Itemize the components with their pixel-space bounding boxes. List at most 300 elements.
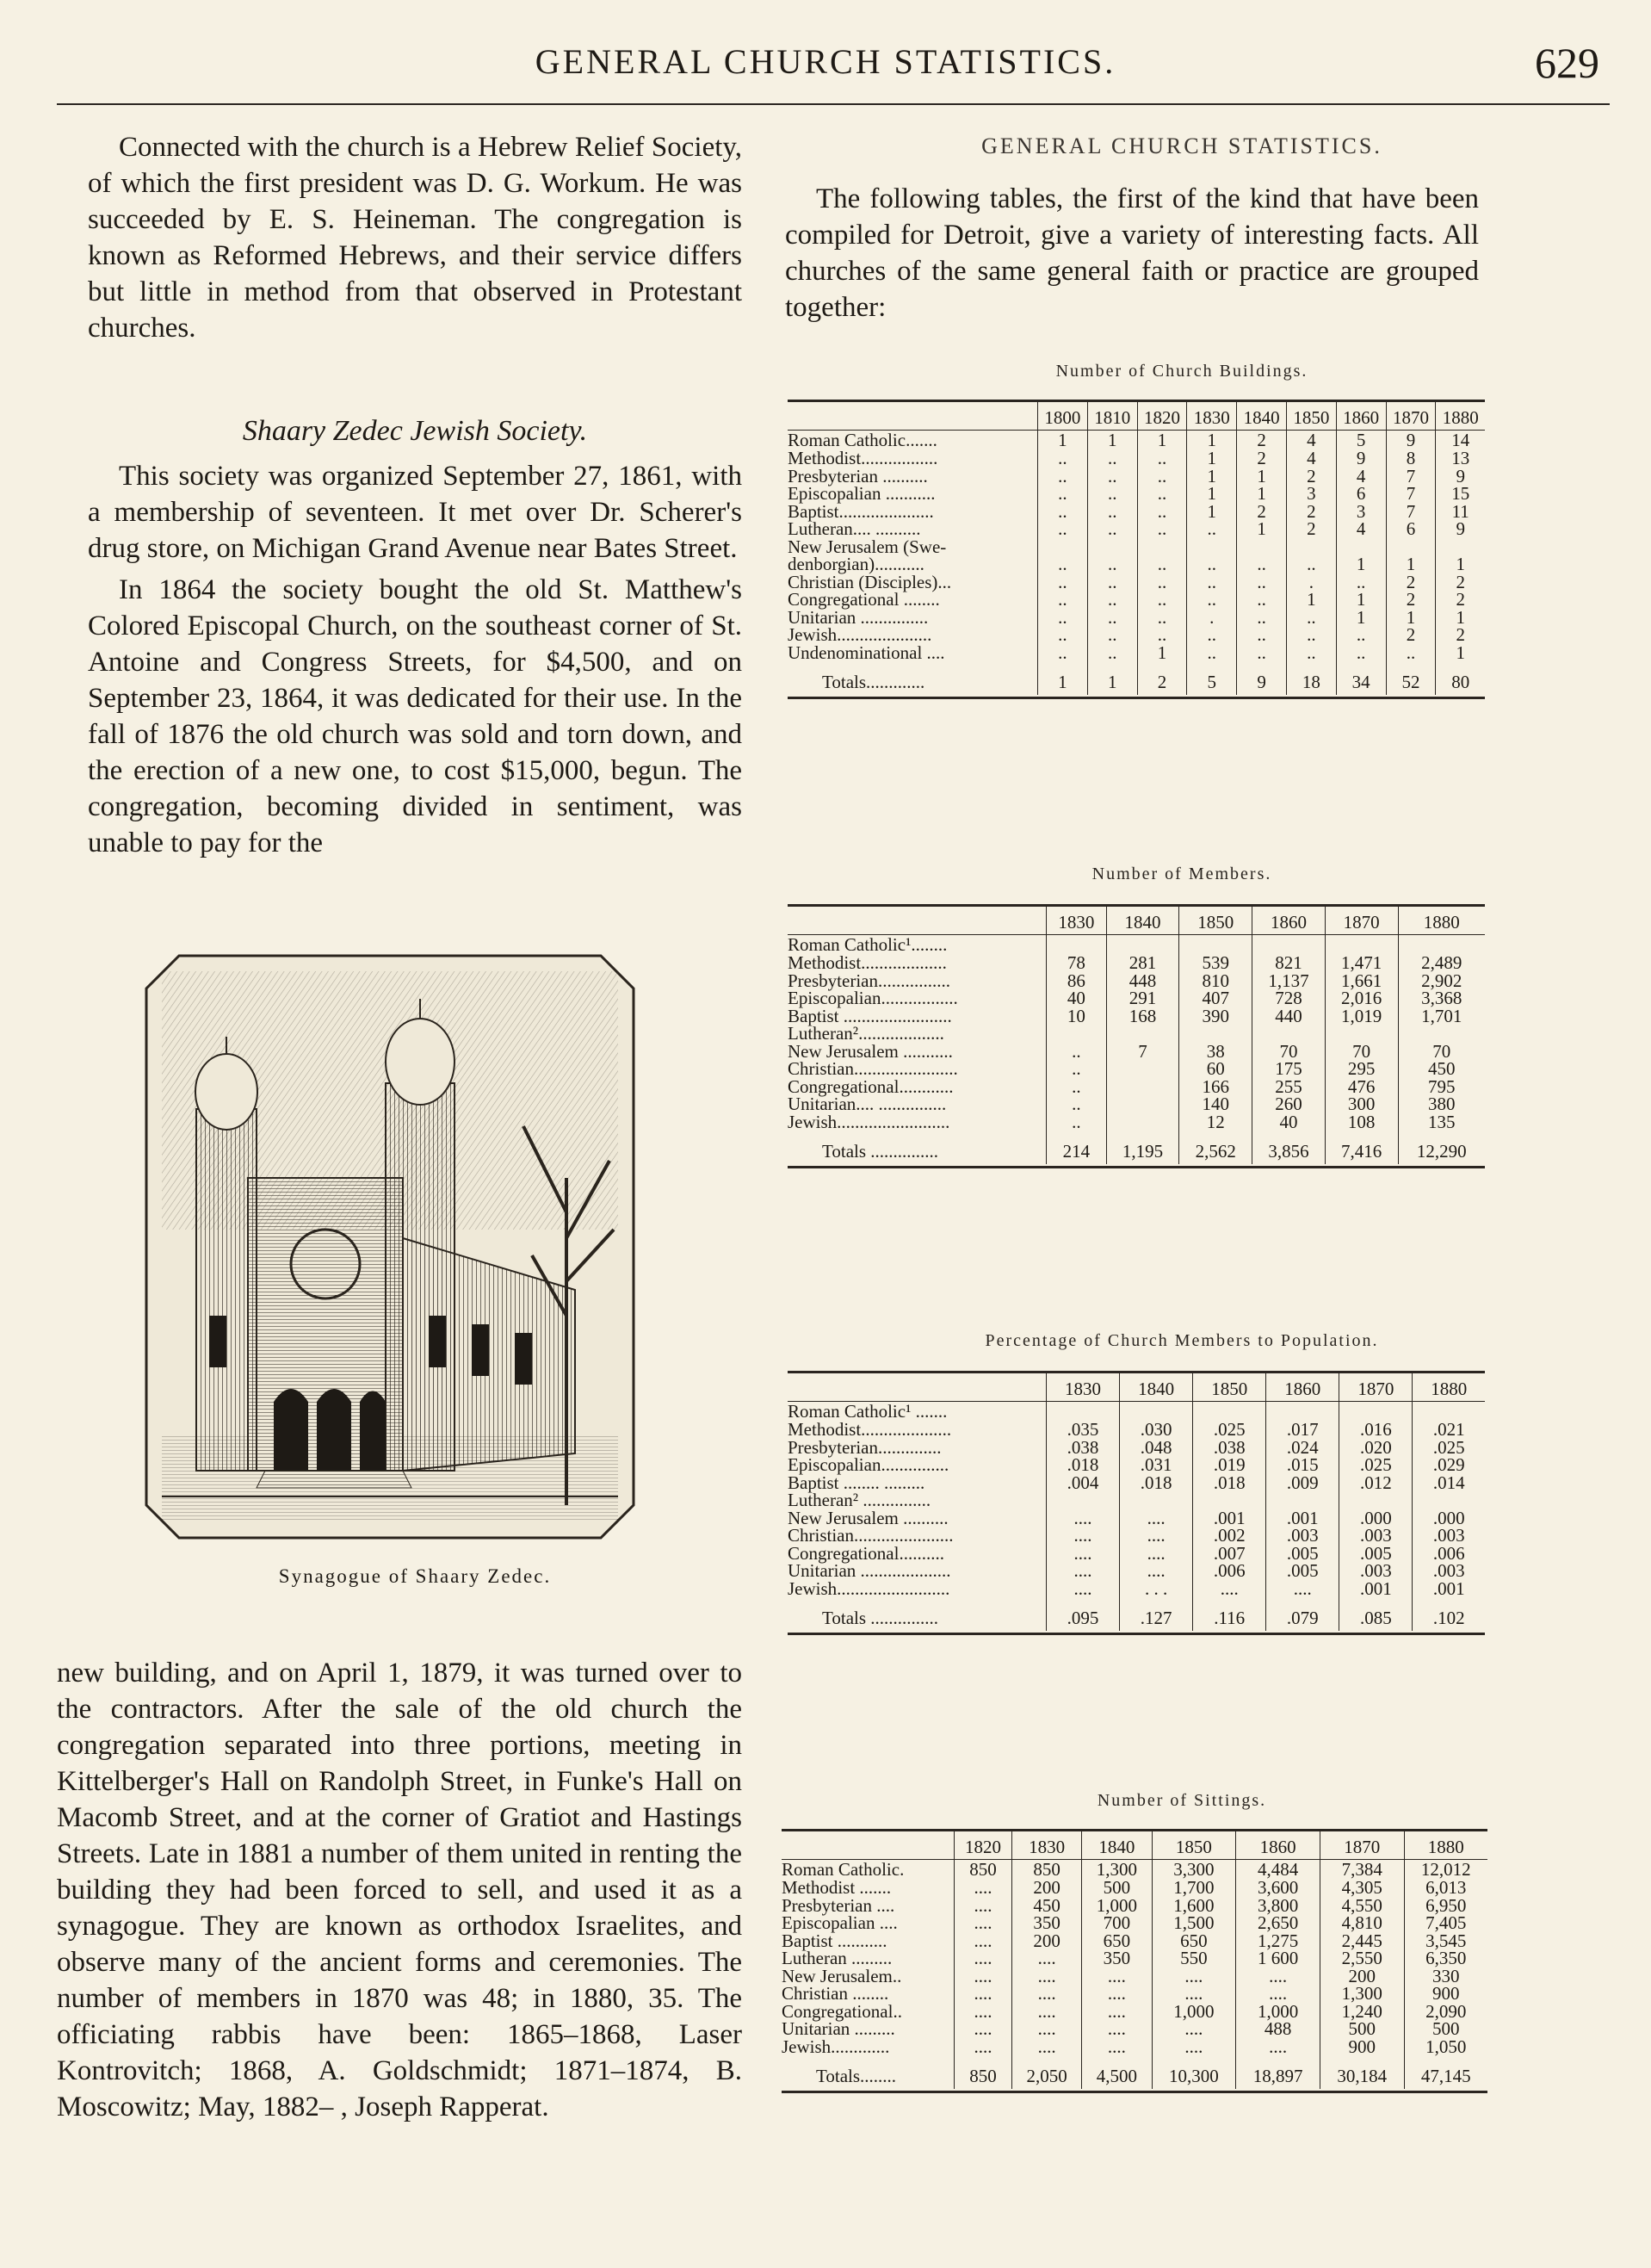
column-header: 1870 xyxy=(1386,402,1436,431)
totals-cell: 9 xyxy=(1237,661,1287,695)
column-header: 1820 xyxy=(955,1831,1012,1860)
table-cell: .. xyxy=(1286,609,1336,627)
table-cell: .020 xyxy=(1339,1439,1413,1457)
table-row xyxy=(788,954,1485,972)
row-label: Baptist ........... xyxy=(782,1930,887,1951)
table-cell: 3,368 xyxy=(1398,989,1485,1007)
table-cell: 810 xyxy=(1179,972,1252,990)
table-cell: 1 xyxy=(1187,468,1237,486)
row-label: Christian....................... xyxy=(788,1058,958,1080)
table-cell: .. xyxy=(1087,591,1137,609)
table-cell: .. xyxy=(1237,573,1287,592)
table-cell: 1 xyxy=(1386,555,1436,573)
table-row xyxy=(782,1879,1487,1897)
table-row xyxy=(788,431,1485,450)
column-header: 1840 xyxy=(1082,1831,1152,1860)
table-cell: 3 xyxy=(1336,503,1386,521)
table-cell: 168 xyxy=(1106,1007,1179,1026)
table-cell: .. xyxy=(1087,626,1137,644)
table-cell xyxy=(1339,1402,1413,1422)
table-cell: .016 xyxy=(1339,1421,1413,1439)
table-cell: .. xyxy=(1087,485,1137,503)
left-column-top xyxy=(88,129,742,346)
table-cell xyxy=(1106,1025,1179,1043)
table-row xyxy=(788,609,1485,627)
table-cell: .003 xyxy=(1413,1527,1485,1545)
table-bottom-rule xyxy=(782,2091,1487,2093)
table-row xyxy=(788,1545,1485,1563)
row-label: Roman Catholic¹........ xyxy=(788,934,948,955)
table-cell xyxy=(1339,1491,1413,1509)
table-cell: .003 xyxy=(1339,1562,1413,1580)
table-cell: 7 xyxy=(1386,503,1436,521)
table-cell: .. xyxy=(1336,626,1386,644)
table-cell: 1,700 xyxy=(1152,1879,1236,1897)
table-cell: 6,013 xyxy=(1404,1879,1487,1897)
table-cell: .. xyxy=(1038,626,1088,644)
column-header: 1870 xyxy=(1320,1831,1404,1860)
table-cell: .. xyxy=(1386,644,1436,662)
table-caption-sittings: Number of Sittings. xyxy=(1097,1791,1267,1810)
table-cell: .. xyxy=(1237,555,1287,573)
paragraph-new-building: new building, and on April 1, 1879, it was turned over to the contractors. After the sale of the old church the congregation separated into three portions, meeting in Kittelberger's Hall on Randolph Street, in Funke's Hall on Macomb Street, and at the corner of Gratiot and Hastings Streets. Late in 1881 a number of them united in renting the building they had been forced to sell, and used it as a synagogue. They are known as orthodox Israelites, and observe many of the ancient forms and ceremonies. The number of members in 1870 was 48; in 1880, 35. The officiating rabbis have been: 1865–1868, Laser Kontrovitch; 1868, A. Goldschmidt; 1871–1874, B. Moscowitz; May, 1882– , Joseph Rapperat. xyxy=(57,1658,742,2122)
table-cell: .012 xyxy=(1339,1474,1413,1492)
column-header: 1850 xyxy=(1152,1831,1236,1860)
table-cell: 1 xyxy=(1237,485,1287,503)
table-cell: 1 xyxy=(1187,449,1237,468)
table-row xyxy=(788,1456,1485,1474)
column-header: 1850 xyxy=(1286,402,1336,431)
table-cell: .... xyxy=(955,2020,1012,2038)
table-sittings xyxy=(782,1831,1487,2093)
table-cell: .. xyxy=(1038,449,1088,468)
table-cell: .... xyxy=(1047,1580,1120,1598)
table-cell: .021 xyxy=(1413,1421,1485,1439)
table-cell: .... xyxy=(1120,1509,1193,1527)
table-cell: .... xyxy=(1011,1949,1081,1967)
table-cell: 4 xyxy=(1286,449,1336,468)
row-label: Undenominational .... xyxy=(788,641,945,663)
table-cell: .... xyxy=(1011,2003,1081,2021)
table-cell xyxy=(1187,538,1237,556)
table-cell xyxy=(1413,1491,1485,1509)
header-blank xyxy=(788,1373,1047,1402)
table-grid-sittings xyxy=(782,1831,1487,2089)
table-row xyxy=(782,2038,1487,2056)
table-cell: 850 xyxy=(955,1860,1012,1880)
table-cell: .. xyxy=(1187,555,1237,573)
table-cell: .009 xyxy=(1266,1474,1339,1492)
table-row xyxy=(788,644,1485,662)
table-cell: 7,405 xyxy=(1404,1914,1487,1932)
table-cell: .... xyxy=(1047,1545,1120,1563)
table-cell: 488 xyxy=(1236,2020,1320,2038)
table-cell: .. xyxy=(1237,626,1287,644)
table-cell: .014 xyxy=(1413,1474,1485,1492)
row-label: Lutheran ......... xyxy=(782,1948,893,1969)
table-cell: .... xyxy=(1120,1545,1193,1563)
table-cell: .... xyxy=(955,1949,1012,1967)
table-cell: 2 xyxy=(1436,591,1485,609)
table-cell: .018 xyxy=(1047,1456,1120,1474)
table-cell: .... xyxy=(1011,2038,1081,2056)
table-cell: 1,300 xyxy=(1082,1860,1152,1880)
totals-row xyxy=(782,2055,1487,2089)
table-cell: .... xyxy=(1047,1509,1120,1527)
image-caption: Synagogue of Shaary Zedec. xyxy=(278,1565,552,1587)
totals-cell: 12,290 xyxy=(1398,1131,1485,1164)
table-cell: . xyxy=(1286,573,1336,592)
table-cell: 2 xyxy=(1436,626,1485,644)
table-cell: 1,019 xyxy=(1325,1007,1398,1026)
totals-cell: 80 xyxy=(1436,661,1485,695)
table-cell: 3,545 xyxy=(1404,1932,1487,1950)
table-cell: .. xyxy=(1038,520,1088,538)
table-cell: 78 xyxy=(1047,954,1107,972)
table-cell: 6,350 xyxy=(1404,1949,1487,1967)
row-label: Unitarian ............... xyxy=(788,606,929,628)
table-cell: 2,090 xyxy=(1404,2003,1487,2021)
table-cell: 450 xyxy=(1011,1897,1081,1915)
column-header: 1830 xyxy=(1187,402,1237,431)
table-row xyxy=(782,1914,1487,1932)
paragraph-organized: This society was organized September 27, 1861, with a membership of seventeen. It met over Dr. Scherer's drug store, on Michigan Grand Avenue near Bates Street. xyxy=(88,461,742,564)
table-cell: 4 xyxy=(1336,520,1386,538)
table-cell: .001 xyxy=(1193,1509,1266,1527)
header-blank xyxy=(788,907,1047,935)
table-cell: 795 xyxy=(1398,1078,1485,1096)
table-cell xyxy=(1047,1491,1120,1509)
totals-cell: .116 xyxy=(1193,1597,1266,1631)
table-cell: .005 xyxy=(1266,1545,1339,1563)
totals-cell: 4,500 xyxy=(1082,2055,1152,2089)
table-cell: .. xyxy=(1336,573,1386,592)
row-label: Jewish..................... xyxy=(788,624,932,646)
table-cell: 6,950 xyxy=(1404,1897,1487,1915)
table-cell: .... xyxy=(1152,1985,1236,2003)
column-header: 1840 xyxy=(1237,402,1287,431)
table-cell xyxy=(1106,935,1179,955)
table-cell: .. xyxy=(1237,609,1287,627)
table-cell: .... xyxy=(1011,1967,1081,1986)
table-cell: .. xyxy=(1137,609,1187,627)
table-cell: .... xyxy=(1152,2020,1236,2038)
table-cell: .... xyxy=(1236,1985,1320,2003)
table-cell: .029 xyxy=(1413,1456,1485,1474)
table-cell: .. xyxy=(1187,520,1237,538)
table-cell: .031 xyxy=(1120,1456,1193,1474)
column-header: 1830 xyxy=(1011,1831,1081,1860)
table-cell: .. xyxy=(1137,503,1187,521)
column-header: 1860 xyxy=(1266,1373,1339,1402)
synagogue-engraving xyxy=(145,954,635,1540)
table-cell: .. xyxy=(1336,644,1386,662)
row-label: Baptist..................... xyxy=(788,500,934,522)
table-cell: .025 xyxy=(1339,1456,1413,1474)
totals-label: Totals............. xyxy=(822,672,925,693)
table-cell xyxy=(1413,1402,1485,1422)
table-cell: 300 xyxy=(1325,1095,1398,1113)
table-cell: 2,445 xyxy=(1320,1932,1404,1950)
row-label: Lutheran.... .......... xyxy=(788,518,921,540)
table-cell: 1,000 xyxy=(1236,2003,1320,2021)
row-label: Episcopalian............... xyxy=(788,1454,949,1476)
table-cell: .. xyxy=(1187,626,1237,644)
column-header: 1850 xyxy=(1179,907,1252,935)
column-header: 1830 xyxy=(1047,1373,1120,1402)
table-cell: 2 xyxy=(1286,468,1336,486)
table-cell: 550 xyxy=(1152,1949,1236,1967)
table-row xyxy=(788,1025,1485,1043)
table-cell: 166 xyxy=(1179,1078,1252,1096)
table-cell: 70 xyxy=(1325,1043,1398,1061)
table-cell: 330 xyxy=(1404,1967,1487,1986)
table-cell: 70 xyxy=(1398,1043,1485,1061)
totals-cell: 10,300 xyxy=(1152,2055,1236,2089)
table-cell: 2 xyxy=(1386,573,1436,592)
table-cell xyxy=(1252,1025,1326,1043)
table-row xyxy=(788,520,1485,538)
table-cell: 295 xyxy=(1325,1060,1398,1078)
column-header: 1880 xyxy=(1436,402,1485,431)
table-cell: .038 xyxy=(1193,1439,1266,1457)
table-cell: .. xyxy=(1038,485,1088,503)
totals-row xyxy=(788,1131,1485,1164)
table-cell xyxy=(1436,538,1485,556)
table-cell: .006 xyxy=(1413,1545,1485,1563)
totals-cell: 2,562 xyxy=(1179,1131,1252,1164)
row-label: Roman Catholic. xyxy=(782,1859,905,1880)
table-cell: 8 xyxy=(1386,449,1436,468)
table-cell: .018 xyxy=(1193,1474,1266,1492)
totals-cell: 47,145 xyxy=(1404,2055,1487,2089)
table-cell: .. xyxy=(1087,555,1137,573)
table-row xyxy=(788,573,1485,592)
table-cell: .001 xyxy=(1339,1580,1413,1598)
totals-cell: .079 xyxy=(1266,1597,1339,1631)
table-cell: 9 xyxy=(1336,449,1386,468)
table-cell: 407 xyxy=(1179,989,1252,1007)
table-cell: 6 xyxy=(1336,485,1386,503)
row-label: Jewish......................... xyxy=(788,1577,950,1599)
column-header: 1830 xyxy=(1047,907,1107,935)
row-label: Lutheran² ............... xyxy=(788,1490,931,1511)
table-row xyxy=(788,1580,1485,1598)
table-cell: 380 xyxy=(1398,1095,1485,1113)
totals-row xyxy=(788,661,1485,695)
table-cell: .... xyxy=(1082,2020,1152,2038)
table-cell: 700 xyxy=(1082,1914,1152,1932)
table-cell: 260 xyxy=(1252,1095,1326,1113)
table-cell: .000 xyxy=(1339,1509,1413,1527)
table-grid-members xyxy=(788,907,1485,1164)
table-cell: 1 xyxy=(1187,485,1237,503)
table-row xyxy=(782,1932,1487,1950)
table-cell: .... xyxy=(955,2038,1012,2056)
totals-label: Totals ............... xyxy=(822,1608,939,1629)
row-label: New Jerusalem .......... xyxy=(788,1507,949,1528)
table-row xyxy=(782,2020,1487,2038)
table-cell: .. xyxy=(1286,644,1336,662)
header-blank xyxy=(788,402,1038,431)
table-cell: .. xyxy=(1187,573,1237,592)
table-cell: 108 xyxy=(1325,1113,1398,1131)
table-cell xyxy=(1179,1025,1252,1043)
row-label: Presbyterian .......... xyxy=(788,465,928,486)
table-cell: .. xyxy=(1137,468,1187,486)
table-cell: 10 xyxy=(1047,1007,1107,1026)
row-label: Methodist.................... xyxy=(788,1419,952,1441)
table-cell: 1 xyxy=(1436,644,1485,662)
table-cell: 448 xyxy=(1106,972,1179,990)
table-row xyxy=(782,1967,1487,1986)
table-cell: .... xyxy=(955,1914,1012,1932)
row-label: Christian ........ xyxy=(782,1983,889,2005)
table-cell: .. xyxy=(1137,626,1187,644)
table-cell: .. xyxy=(1038,609,1088,627)
page-number: 629 xyxy=(1535,39,1599,87)
row-label: New Jerusalem ........... xyxy=(788,1040,953,1062)
table-cell: 1,000 xyxy=(1082,1897,1152,1915)
table-row xyxy=(788,538,1485,556)
table-cell: 7,384 xyxy=(1320,1860,1404,1880)
table-cell: 1 xyxy=(1336,591,1386,609)
table-row xyxy=(788,626,1485,644)
table-cell: 140 xyxy=(1179,1095,1252,1113)
totals-cell: .095 xyxy=(1047,1597,1120,1631)
table-cell: .. xyxy=(1038,555,1088,573)
table-cell: 1 xyxy=(1286,591,1336,609)
table-cell: .. xyxy=(1047,1095,1107,1113)
table-cell: 1 xyxy=(1237,468,1287,486)
table-cell: .. xyxy=(1187,644,1237,662)
table-cell: .. xyxy=(1137,573,1187,592)
table-row xyxy=(782,1949,1487,1967)
table-cell: .. xyxy=(1087,609,1137,627)
table-cell: 4 xyxy=(1286,431,1336,450)
table-cell: 1 xyxy=(1336,555,1386,573)
column-header: 1850 xyxy=(1193,1373,1266,1402)
table-cell: 1 xyxy=(1237,520,1287,538)
table-cell: .025 xyxy=(1413,1439,1485,1457)
table-row xyxy=(788,1095,1485,1113)
table-cell xyxy=(1266,1491,1339,1509)
table-cell: 9 xyxy=(1436,520,1485,538)
table-cell: .. xyxy=(1237,591,1287,609)
table-cell: 500 xyxy=(1082,1879,1152,1897)
table-cell: .030 xyxy=(1120,1421,1193,1439)
totals-cell: 34 xyxy=(1336,661,1386,695)
table-cell: 6 xyxy=(1386,520,1436,538)
table-cell: .... xyxy=(1236,1967,1320,1986)
table-row xyxy=(788,1421,1485,1439)
row-label: Unitarian.... ............... xyxy=(788,1094,947,1115)
table-row xyxy=(782,1985,1487,2003)
table-cell: 1 xyxy=(1386,609,1436,627)
table-cell xyxy=(1137,538,1187,556)
table-bottom-rule xyxy=(788,1633,1485,1635)
table-cell: .. xyxy=(1087,468,1137,486)
table-row xyxy=(788,1078,1485,1096)
table-cell: 850 xyxy=(1011,1860,1081,1880)
table-cell: 440 xyxy=(1252,1007,1326,1026)
totals-cell: 18 xyxy=(1286,661,1336,695)
table-cell: .. xyxy=(1038,591,1088,609)
table-row xyxy=(788,1491,1485,1509)
table-cell: 1 xyxy=(1137,431,1187,450)
table-cell: .. xyxy=(1038,468,1088,486)
table-cell: 1,000 xyxy=(1152,2003,1236,2021)
table-cell: 11 xyxy=(1436,503,1485,521)
totals-cell: 214 xyxy=(1047,1131,1107,1164)
column-header: 1880 xyxy=(1413,1373,1485,1402)
table-cell: .. xyxy=(1187,591,1237,609)
intro-paragraph: The following tables, the first of the kind that have been compiled for Detroit, give a variety of interesting facts. All churches of the same general faith or practice are grouped together: xyxy=(785,183,1479,323)
table-cell: 350 xyxy=(1011,1914,1081,1932)
column-header: 1880 xyxy=(1404,1831,1487,1860)
table-bottom-rule xyxy=(788,697,1485,699)
table-cell: 1 xyxy=(1336,609,1386,627)
totals-cell: 3,856 xyxy=(1252,1131,1326,1164)
table-cell: .003 xyxy=(1339,1527,1413,1545)
table-cell: .. xyxy=(1047,1043,1107,1061)
table-cell: .024 xyxy=(1266,1439,1339,1457)
table-cell xyxy=(1179,935,1252,955)
table-cell: 255 xyxy=(1252,1078,1326,1096)
row-label: Christian...................... xyxy=(788,1525,954,1546)
table-cell: 2,016 xyxy=(1325,989,1398,1007)
table-cell: 60 xyxy=(1179,1060,1252,1078)
table-cell: .. xyxy=(1038,573,1088,592)
table-cell: 2 xyxy=(1286,503,1336,521)
table-cell: .007 xyxy=(1193,1545,1266,1563)
table-cell: .... xyxy=(1193,1580,1266,1598)
table-cell: .002 xyxy=(1193,1527,1266,1545)
table-cell: 2 xyxy=(1237,503,1287,521)
table-cell: 15 xyxy=(1436,485,1485,503)
table-cell xyxy=(1398,935,1485,955)
table-cell xyxy=(1386,538,1436,556)
table-cell: 13 xyxy=(1436,449,1485,468)
table-cell xyxy=(1106,1078,1179,1096)
row-label: Congregational............ xyxy=(788,1075,954,1097)
table-cell: 38 xyxy=(1179,1043,1252,1061)
table-cell: .005 xyxy=(1266,1562,1339,1580)
row-label: New Jerusalem.. xyxy=(782,1965,902,1986)
table-cell: 1,471 xyxy=(1325,954,1398,972)
table-cell: 1 xyxy=(1087,431,1137,450)
table-cell: .... xyxy=(955,1879,1012,1897)
table-cell: 2,902 xyxy=(1398,972,1485,990)
table-cell: .018 xyxy=(1120,1474,1193,1492)
totals-row xyxy=(788,1597,1485,1631)
table-row xyxy=(788,1060,1485,1078)
table-cell: 2,550 xyxy=(1320,1949,1404,1967)
table-cell: 12,012 xyxy=(1404,1860,1487,1880)
table-cell: 2 xyxy=(1436,573,1485,592)
table-cell: 4 xyxy=(1336,468,1386,486)
table-row xyxy=(788,1439,1485,1457)
table-row xyxy=(788,591,1485,609)
table-cell: .004 xyxy=(1047,1474,1120,1492)
table-cell: .. xyxy=(1087,573,1137,592)
table-cell: .. xyxy=(1038,644,1088,662)
table-cell: .. xyxy=(1087,644,1137,662)
table-cell: 9 xyxy=(1436,468,1485,486)
table-cell: .... xyxy=(1266,1580,1339,1598)
table-cell: 3,800 xyxy=(1236,1897,1320,1915)
column-header: 1860 xyxy=(1252,907,1326,935)
